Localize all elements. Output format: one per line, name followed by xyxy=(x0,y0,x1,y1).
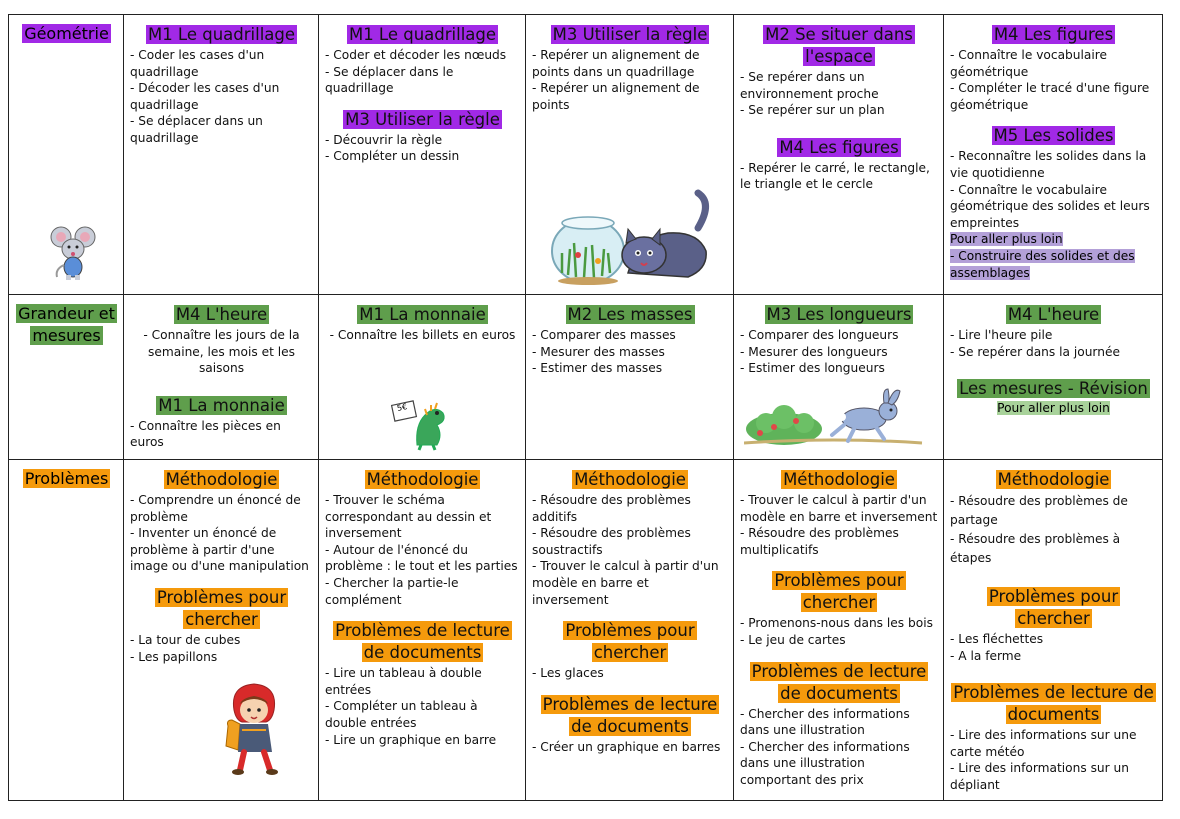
module-title: M2 Se situer dans l'espace xyxy=(765,25,913,66)
objective-item: - Promenons-nous dans les bois xyxy=(740,616,933,631)
objective-item: - Compléter un dessin xyxy=(325,149,460,164)
objective-item: - Connaître le vocabulaire géométrique des solides et leurs empreintes xyxy=(950,182,1150,230)
cell-grandeur-1 xyxy=(124,295,319,460)
objective-list xyxy=(325,47,520,97)
objective-item: - Résoudre des problèmes à étapes xyxy=(950,532,1121,565)
objective-list xyxy=(950,148,1157,231)
objective-item: - Comprendre un énoncé de problème xyxy=(130,493,301,524)
objective-list xyxy=(532,665,728,682)
cell-problemes-4 xyxy=(734,460,944,801)
objective-list xyxy=(325,132,520,165)
objective-list xyxy=(130,632,313,665)
objective-item: - Estimer des masses xyxy=(532,361,663,376)
objective-item: - Coder les cases d'un quadrillage xyxy=(130,48,265,79)
objective-item: - Chercher des informations dans une illustration xyxy=(740,706,910,738)
row-label-text: Géométrie xyxy=(24,24,109,43)
mouse-illustration xyxy=(47,225,99,281)
module-title: M4 L'heure xyxy=(1007,305,1100,324)
objective-list xyxy=(950,631,1157,664)
objective-item: - Trouver le calcul à partir d'un modèle en barre et inversement xyxy=(532,559,719,607)
objective-item: - Autour de l'énoncé du problème : le tout et les parties xyxy=(325,542,518,574)
objective-item: - Repérer le carré, le rectangle, le triangle et le cercle xyxy=(740,160,930,192)
cell-grandeur-4 xyxy=(734,295,944,460)
objective-list xyxy=(325,492,520,608)
cell-problemes-3 xyxy=(526,460,734,801)
module-title: Les mesures - Révision xyxy=(959,379,1148,399)
module-title: Problèmes pour chercher xyxy=(988,587,1119,628)
objective-item: - Chercher des informations dans une illustration comportant des prix xyxy=(740,739,910,787)
objective-list xyxy=(740,69,938,119)
row-label-cell-geometrie xyxy=(9,15,124,295)
objective-list xyxy=(532,739,728,756)
objective-item: - A la ferme xyxy=(950,648,1022,663)
objective-list xyxy=(130,327,313,377)
objective-item: - Les fléchettes xyxy=(950,632,1044,646)
module-title: M4 Les figures xyxy=(779,137,899,157)
objective-list xyxy=(325,665,520,748)
module-title: Méthodologie xyxy=(997,470,1110,489)
module-title: M3 Les longueurs xyxy=(766,305,912,324)
module-title: Méthodologie xyxy=(783,470,895,489)
cell-problemes-1 xyxy=(124,460,319,801)
objective-item: - Résoudre des problèmes soustractifs xyxy=(532,526,691,557)
objective-item: - Se repérer dans un environnement proche xyxy=(740,70,879,101)
objective-item: - Connaître le vocabulaire géométrique xyxy=(950,48,1107,79)
objective-list xyxy=(950,727,1157,793)
module-title: M4 Les figures xyxy=(993,25,1114,44)
objective-item: - Connaître les billets en euros xyxy=(329,328,516,342)
objective-list xyxy=(950,492,1157,568)
objective-item: - Se déplacer dans un quadrillage xyxy=(130,114,263,145)
objective-item: - Les papillons xyxy=(130,649,218,664)
objective-item: - Comparer des masses xyxy=(532,328,676,342)
objective-item: - Trouver le calcul à partir d'un modèle en barre et inversement xyxy=(740,493,938,524)
module-title: M1 La monnaie xyxy=(359,305,486,324)
row-label-text: Grandeur et mesures xyxy=(18,304,115,345)
rabbit-bush-illustration xyxy=(744,385,924,449)
module-title: Problèmes de lecture de documents xyxy=(953,683,1154,725)
cell-problemes-2 xyxy=(319,460,526,801)
objective-list xyxy=(950,47,1157,113)
module-title: M1 La monnaie xyxy=(158,395,285,415)
objective-item: - Se repérer sur un plan xyxy=(740,103,885,118)
row-label xyxy=(15,23,118,45)
objective-item: - Lire un tableau à double entrées xyxy=(325,666,482,697)
objective-item: - Résoudre des problèmes additifs xyxy=(532,493,691,524)
cell-grandeur-3 xyxy=(526,295,734,460)
objective-item: - Chercher la partie-le complément xyxy=(325,575,459,607)
objective-list xyxy=(740,706,938,789)
module-title: Méthodologie xyxy=(574,470,686,489)
objective-item: - Repérer un alignement de points dans un quadrillage xyxy=(532,48,700,79)
objective-item: - Résoudre des problèmes de partage xyxy=(950,494,1128,527)
module-title: Problèmes pour chercher xyxy=(774,571,904,613)
objective-list xyxy=(532,492,728,608)
objective-item: - Trouver le schéma correspondant au dessin et inversement xyxy=(325,493,492,541)
objective-list xyxy=(130,492,313,575)
row-label-cell-grandeur xyxy=(9,295,124,460)
objective-list xyxy=(532,47,728,113)
objective-list xyxy=(532,327,728,377)
objective-item: - Se déplacer dans le quadrillage xyxy=(325,64,454,96)
extension-item: - Construire des solides et des assemblages xyxy=(950,248,1135,280)
cell-grandeur-2 xyxy=(319,295,526,460)
objective-list xyxy=(325,327,520,344)
objective-item: - Repérer un alignement de points xyxy=(532,81,700,112)
objective-item: - Se repérer dans la journée xyxy=(950,344,1120,359)
objective-item: - Créer un graphique en barres xyxy=(532,739,721,754)
objective-item: - Les glaces xyxy=(532,666,604,681)
objective-item: - Compléter le tracé d'une figure géométrique xyxy=(950,81,1150,112)
red-riding-hood-illustration xyxy=(216,680,292,776)
objective-item: - Lire des informations sur une carte météo xyxy=(950,728,1137,759)
module-title: Problèmes de lecture de documents xyxy=(542,694,718,736)
module-title: Problèmes pour chercher xyxy=(565,621,695,663)
objective-item: - Mesurer des masses xyxy=(532,344,665,359)
module-title: M4 L'heure xyxy=(175,305,268,324)
objective-list xyxy=(950,327,1157,360)
objective-item: - Coder et décoder les nœuds xyxy=(325,48,507,62)
objective-item: - Mesurer des longueurs xyxy=(740,344,888,359)
cell-grandeur-5 xyxy=(944,295,1163,460)
objective-item: - Inventer un énoncé de problème à partir d'une image ou d'une manipulation xyxy=(130,526,309,574)
module-title: Méthodologie xyxy=(165,470,278,489)
progression-table xyxy=(8,14,1163,801)
cell-problemes-5 xyxy=(944,460,1163,801)
row-label-text: Problèmes xyxy=(24,469,109,488)
objective-item: - Résoudre des problèmes multiplicatifs xyxy=(740,526,899,557)
objective-item: - Compléter un tableau à double entrées xyxy=(325,699,478,730)
module-title: M3 Utiliser la règle xyxy=(552,25,708,44)
objective-list xyxy=(740,327,938,377)
module-title: M1 Le quadrillage xyxy=(147,25,296,44)
objective-item: - Le jeu de cartes xyxy=(740,632,846,647)
module-title: Problèmes de lecture de documents xyxy=(751,661,927,703)
module-title: Problèmes de lecture de documents xyxy=(335,621,510,663)
module-title: Problèmes pour chercher xyxy=(156,587,287,629)
objective-item: - Décoder les cases d'un quadrillage xyxy=(130,81,280,112)
objective-item: - Lire l'heure pile xyxy=(950,328,1053,342)
module-title: Méthodologie xyxy=(366,470,479,489)
extension-label: Pour aller plus loin xyxy=(997,401,1110,416)
objective-list xyxy=(740,160,938,193)
objective-item: - Reconnaître les solides dans la vie quotidienne xyxy=(950,149,1147,180)
objective-list xyxy=(740,615,938,648)
extension-label: Pour aller plus loin xyxy=(950,232,1063,247)
objective-list xyxy=(130,418,313,451)
objective-item: - Connaître les jours de la semaine, les mois et les saisons xyxy=(143,328,300,376)
objective-item: - Comparer des longueurs xyxy=(740,328,899,342)
row-label xyxy=(15,303,118,347)
row-label xyxy=(15,468,118,490)
objective-list xyxy=(130,47,313,147)
banknote-label: 5€ xyxy=(396,402,409,413)
objective-list xyxy=(740,492,938,558)
objective-item: - Lire un graphique en barre xyxy=(325,732,497,747)
objective-item: - Découvrir la règle xyxy=(325,132,443,147)
objective-item: - La tour de cubes xyxy=(130,632,241,647)
cell-geometrie-2 xyxy=(319,15,526,295)
cell-geometrie-3 xyxy=(526,15,734,295)
cell-geometrie-1 xyxy=(124,15,319,295)
module-title: M1 Le quadrillage xyxy=(348,25,497,44)
row-label-cell-problemes xyxy=(9,460,124,801)
module-title: M5 Les solides xyxy=(993,126,1114,146)
module-title: M2 Les masses xyxy=(567,305,693,324)
objective-item: - Estimer des longueurs xyxy=(740,361,885,376)
cell-geometrie-4 xyxy=(734,15,944,295)
module-title: M3 Utiliser la règle xyxy=(345,109,500,129)
cell-geometrie-5 xyxy=(944,15,1163,295)
objective-item: - Connaître les pièces en euros xyxy=(130,418,281,450)
dinosaur-banknote-illustration xyxy=(391,395,451,451)
objective-item: - Lire des informations sur un dépliant xyxy=(950,761,1129,792)
cat-fishbowl-illustration xyxy=(548,183,718,287)
